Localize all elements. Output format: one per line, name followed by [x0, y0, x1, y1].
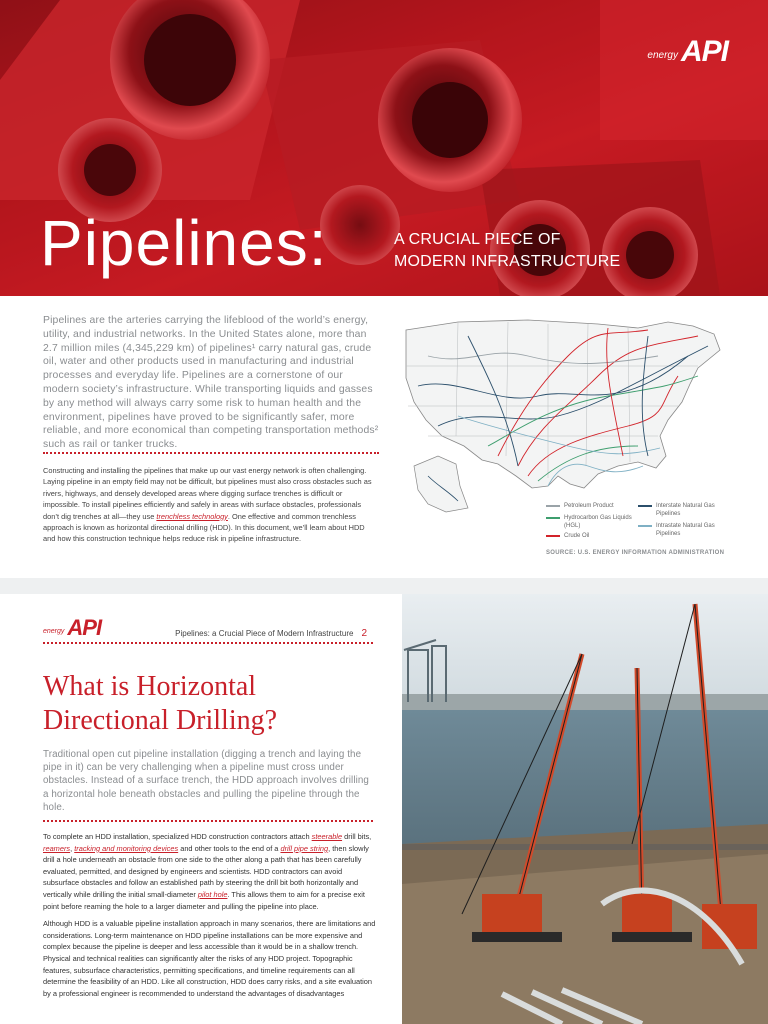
alaska-outline: [414, 456, 468, 512]
api-logo[interactable]: [43, 615, 102, 640]
subtitle-line-1: A CRUCIAL PIECE OF: [394, 231, 561, 248]
body-paragraph: [43, 465, 379, 545]
dotted-divider: [43, 452, 379, 454]
section-title-line-1: What is Horizontal: [43, 671, 257, 702]
page-break: [0, 578, 768, 594]
text-run: and other tools to the end of a: [178, 843, 281, 853]
running-title: Pipelines: a Crucial Piece of Modern Infrastructure: [175, 629, 354, 638]
legend-swatch: [546, 505, 560, 507]
legend-label: Interstate Natural Gas Pipelines: [656, 503, 715, 517]
logo-api-text: API: [680, 35, 728, 68]
legend-item: [546, 514, 634, 530]
legend-label: Hydrocarbon Gas Liquids (HGL): [564, 515, 632, 529]
paragraph: Although HDD is a valuable pipeline installation approach in many scenarios, there are limitations and considerations. Long-term maintenance on HDD pipeline installations can be more expensive and complex because the pipeline is deeper and less accessible than it would be in a shallow trench. Physical and technical realities can significantly alter the risks of any HDD project. Topographic features, subsurface characteristics, permitting specifications, and timeline requirements can all determine the feasibility of an HDD. Like all construction, HDD does carry risks, and a site evaluation by a professional engineer is recommended to understand the advantages of disadvantages: [43, 919, 376, 998]
pilot-hole-link[interactable]: pilot hole: [197, 889, 228, 899]
steerable-link[interactable]: steerable: [311, 832, 343, 841]
text-run: . This allows them to aim for a precise exit point before reaming the hole to a larger diameter and pulling the pipeline into place.: [43, 889, 365, 911]
logo-energy-text: energy: [43, 628, 65, 635]
crane-cab: [482, 894, 542, 934]
hdd-construction-photo: [402, 594, 768, 1024]
logo-api-text: API: [67, 615, 102, 640]
text-run: drill bits,: [342, 832, 372, 841]
trenchless-technology-link[interactable]: trenchless technology: [156, 511, 228, 521]
tracking-devices-link[interactable]: tracking and monitoring devices: [74, 843, 179, 853]
page-subtitle: [394, 229, 620, 273]
paragraph: [43, 831, 379, 912]
page-title: Pipelines:: [40, 207, 328, 279]
running-header: [175, 628, 367, 639]
lead-paragraph: Traditional open cut pipeline installation (digging a trench and laying the pipe in it) can be very challenging when a pipeline must cross under obstacles. Instead of a surface trench, the HDD approach involves drilling a horizontal hole beneath obstacles and pulling the pipeline through the hole.: [43, 749, 369, 813]
map-source: SOURCE: U.S. ENERGY INFORMATION ADMINISTRATION: [546, 550, 725, 556]
legend-swatch: [638, 525, 652, 527]
intro-paragraph: Pipelines are the arteries carrying the lifeblood of the world’s energy, utility, and industrial networks. In the United States alone, more than 2.7 million miles (4,345,229 km) of pipelines¹ carry natural gas, crude oil, water and other products used in manufacturing and industrial processes and everyday life. Pipelines are a cornerstone of our modern society’s infrastructure. While transporting liquids and gasses by any method will always carry some risk to human health and the environment, pipelines have proved to be significantly safer, more reliable, and more economical than competing transportation methods² such as rail or tanker trucks.: [43, 315, 379, 451]
dotted-divider: [43, 820, 373, 822]
legend-label: Crude Oil: [564, 533, 590, 539]
text-run: ,: [70, 843, 75, 853]
legend-item: [546, 502, 614, 510]
legend-item: [638, 502, 728, 518]
page-header: [43, 615, 373, 644]
body-text-part-1: Constructing and installing the pipelines that make up our vast energy network is often challenging. Laying pipeline in an empty field may not be difficult, but pipelines must also cross obstacles such as rivers, highways, and densely developed areas where digging surface trenches is difficult or impossible. To install pipelines efficiently and safely in areas with surface obstacles, professionals don’t dig trenches at all—they use: [43, 466, 372, 521]
section-title: [43, 670, 373, 738]
section-title-line-2: Directional Drilling?: [43, 705, 278, 736]
body-text: [43, 831, 379, 1005]
legend-item: [546, 532, 589, 540]
hero-banner: [0, 0, 768, 296]
legend-label: Petroleum Product: [564, 503, 614, 509]
legend-item: [638, 522, 728, 538]
api-logo[interactable]: [647, 35, 728, 68]
text-run: , then slowly drill a hole underneath an obstacle from one side to the other along a path that has been carefully evaluated, permitted, and designed by engineers and scientists. HDD contractors can avoid subsurface obstacles and follow an established path by steering the drill bit both horizontally and vertically while drilling the initial small-diameter: [43, 843, 369, 899]
drill-pipe-string-link[interactable]: drill pipe string: [280, 843, 329, 853]
logo-energy-text: energy: [647, 50, 678, 61]
legend-label: Intrastate Natural Gas Pipelines: [656, 523, 715, 537]
text-run: To complete an HDD installation, specialized HDD construction contractors attach: [43, 832, 312, 841]
body-text-part-2: . One effective and common trenchless approach is known as horizontal directional drilling (HDD). In this document, we’ll learn about HDD and how this construction technique helps reduce risk in pipeline infrastructure.: [43, 511, 365, 544]
reamers-link[interactable]: reamers: [43, 843, 71, 853]
legend-swatch: [638, 505, 652, 507]
legend-swatch: [546, 517, 560, 519]
legend-swatch: [546, 535, 560, 537]
page-number: 2: [361, 628, 367, 639]
subtitle-line-2: MODERN INFRASTRUCTURE: [394, 253, 621, 270]
